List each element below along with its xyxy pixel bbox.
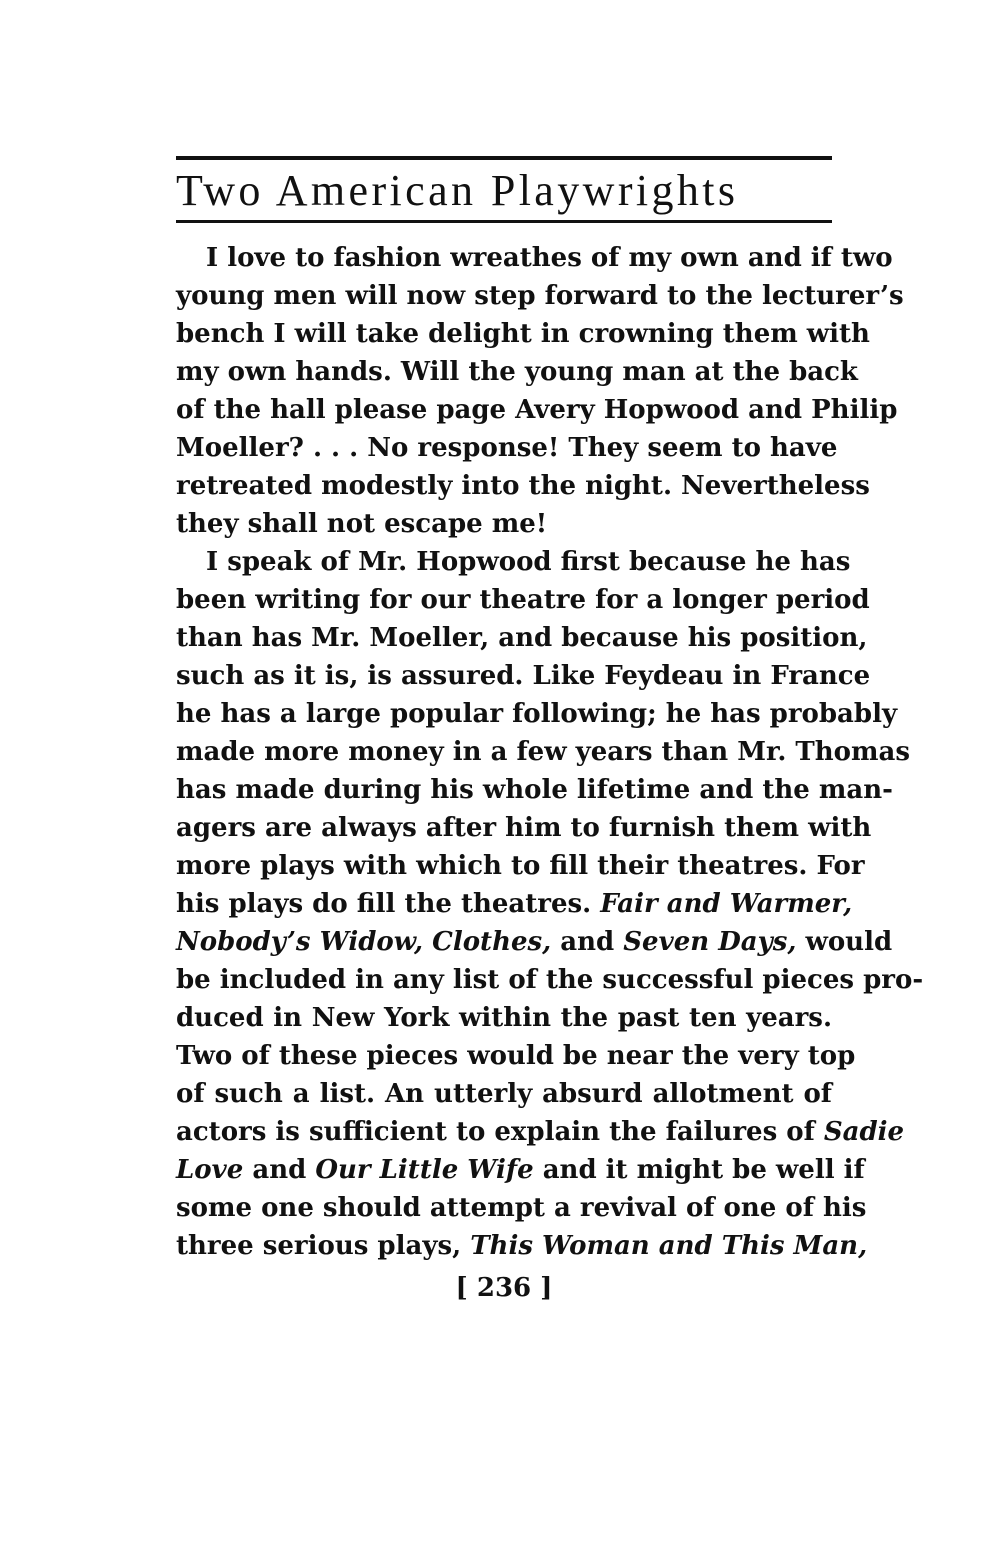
text-line: than has Mr. Moeller, and because his position, bbox=[176, 623, 868, 653]
text-line: of the hall please page Avery Hopwood and Philip bbox=[176, 395, 898, 425]
text-line-mixed bbox=[176, 885, 853, 923]
text-line: Moeller? . . . No response! They seem to have bbox=[176, 433, 838, 463]
text-run: would bbox=[805, 927, 893, 957]
play-title: Sadie bbox=[823, 1117, 905, 1147]
text-line: they shall not escape me! bbox=[176, 509, 548, 539]
play-title: Nobody’s Widow, bbox=[176, 927, 424, 957]
text-line: be included in any list of the successful pieces pro- bbox=[176, 965, 924, 995]
text-line: I love to fashion wreathes of my own and if two bbox=[206, 243, 893, 273]
text-line: young men will now step forward to the lecturer’s bbox=[176, 281, 904, 311]
play-title: Clothes, bbox=[432, 927, 552, 957]
text-run: and bbox=[252, 1155, 307, 1185]
text-line: such as it is, is assured. Like Feydeau in France bbox=[176, 661, 871, 691]
book-page bbox=[176, 0, 924, 1552]
page-number: [ 236 ] bbox=[455, 1273, 553, 1303]
text-line: I speak of Mr. Hopwood first because he has bbox=[206, 547, 851, 577]
text-line: more plays with which to fill their theatres. For bbox=[176, 851, 865, 881]
text-line: retreated modestly into the night. Nevertheless bbox=[176, 471, 870, 501]
text-line: he has a large popular following; he has probably bbox=[176, 699, 898, 729]
body-text bbox=[176, 239, 924, 1265]
text-run: and bbox=[560, 927, 615, 957]
text-run: actors is sufficient to explain the failures of bbox=[176, 1117, 815, 1147]
text-line: has made during his whole lifetime and the man- bbox=[176, 775, 893, 805]
text-line: of such a list. An utterly absurd allotment of bbox=[176, 1079, 832, 1109]
header-rule-bottom bbox=[176, 220, 832, 223]
text-line: been writing for our theatre for a longer period bbox=[176, 585, 870, 615]
running-head: Two American Playwrights bbox=[176, 166, 739, 215]
play-title: Seven Days, bbox=[623, 927, 797, 957]
header-rule-top bbox=[176, 156, 832, 160]
play-title: Fair and Warmer, bbox=[600, 889, 853, 919]
play-title: Love bbox=[176, 1155, 244, 1185]
text-line: duced in New York within the past ten years. bbox=[176, 1003, 832, 1033]
text-run: and it might be well if bbox=[542, 1155, 865, 1185]
text-run: his plays do fill the theatres. bbox=[176, 889, 592, 919]
text-line-mixed bbox=[176, 1227, 868, 1265]
text-line: made more money in a few years than Mr. Thomas bbox=[176, 737, 911, 767]
text-run: three serious plays, bbox=[176, 1231, 462, 1261]
text-line: Two of these pieces would be near the very top bbox=[176, 1041, 856, 1071]
text-line: my own hands. Will the young man at the back bbox=[176, 357, 858, 387]
text-line-mixed bbox=[176, 1151, 865, 1189]
text-line-mixed bbox=[176, 1113, 905, 1151]
play-title: This Woman and This Man, bbox=[470, 1231, 868, 1261]
text-line: some one should attempt a revival of one of his bbox=[176, 1193, 867, 1223]
play-title: Our Little Wife bbox=[315, 1155, 534, 1185]
text-line-mixed bbox=[176, 923, 893, 961]
text-line: agers are always after him to furnish them with bbox=[176, 813, 872, 843]
text-line: bench I will take delight in crowning them with bbox=[176, 319, 870, 349]
